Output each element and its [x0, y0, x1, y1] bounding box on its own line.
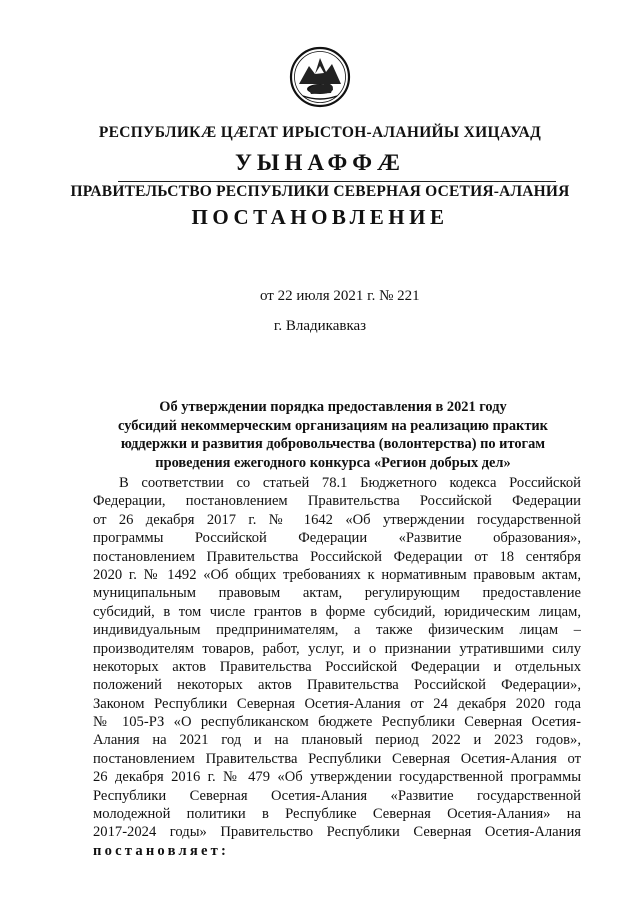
body-line: от 26 декабря 2017 г. № 1642 «Об утверждении государственной	[93, 511, 581, 528]
government-title: ПРАВИТЕЛЬСТВО РЕСПУБЛИКИ СЕВЕРНАЯ ОСЕТИЯ-АЛАНИЯ	[70, 183, 570, 200]
decree-date-number: от 22 июля 2021 г. № 221	[260, 288, 420, 304]
body-line: положений некоторых актов Правительства Российской Федерации»,	[93, 677, 581, 694]
decree-subject-title	[98, 398, 568, 472]
body-line: программы Российской Федерации «Развитие образования»,	[93, 530, 581, 547]
body-line: постановлением Правительства Республики Северная Осетия-Алания от	[93, 750, 581, 767]
ossetian-government-title: РЕСПУБЛИКӔ ЦӔГАТ ИРЫСТОН-АЛАНИЙЫ ХИЦАУАД	[98, 124, 542, 141]
title-line: проведения ежегодного конкурса «Регион добрых дел»	[155, 454, 511, 471]
resolves-word: постановляет:	[93, 842, 230, 859]
body-line: 26 декабря 2016 г. № 479 «Об утверждении государственной программы	[93, 769, 581, 786]
decree-city: г. Владикавказ	[273, 318, 367, 334]
decree-body-text	[93, 474, 581, 860]
body-line: Алания на 2021 год и на плановый период 2022 и 2023 годов»,	[93, 732, 581, 749]
header-divider	[118, 181, 556, 182]
body-line: постановлением Правительства Российской Федерации от 18 сентября	[93, 548, 581, 565]
body-line: некоторых актов Правительства Российской Федерации и отдельных	[93, 658, 581, 675]
title-line: субсидий некоммерческим организациям на реализацию практик	[118, 417, 548, 434]
body-line: молодежной политики в Республике Северная Осетия-Алания» на	[93, 806, 581, 823]
title-line: Об утверждении порядка предоставления в 2021 году	[159, 399, 507, 415]
body-line: В соответствии со статьей 78.1 Бюджетного кодекса Российской	[119, 475, 581, 491]
decree-title: ПОСТАНОВЛЕНИЕ	[191, 205, 449, 229]
body-line: индивидуальным предпринимателям, а также физическим лицам –	[93, 622, 581, 639]
body-line: Законом Республики Северная Осетия-Алания от 24 декабря 2020 года	[93, 695, 581, 712]
title-line: юддержки и развития добровольчества (волонтерства) по итогам	[120, 436, 546, 452]
coat-of-arms-emblem	[289, 46, 351, 108]
body-line: Республики Северная Осетия-Алания «Развитие государственной	[93, 787, 581, 804]
body-line: субсидий, в том числе грантов в форме субсидий, юридическим лицам,	[93, 603, 581, 620]
ossetian-decree-title: УЫНАФФӔ	[234, 150, 406, 175]
body-line: производителям товаров, работ, услуг, и о признании утратившими силу	[93, 640, 581, 657]
body-line: муниципальным правовым актам, регулирующим предоставление	[93, 585, 581, 602]
body-line: 2017-2024 годы» Правительство Республики Северная Осетия-Алания	[93, 824, 581, 841]
body-line: 2020 г. № 1492 «Об общих требованиях к нормативным правовым актам,	[93, 566, 581, 583]
body-line: Федерации, постановлением Правительства Российской Федерации	[93, 493, 581, 510]
body-line: № 105-РЗ «О республиканском бюджете Республики Северная Осетия-	[93, 714, 581, 731]
